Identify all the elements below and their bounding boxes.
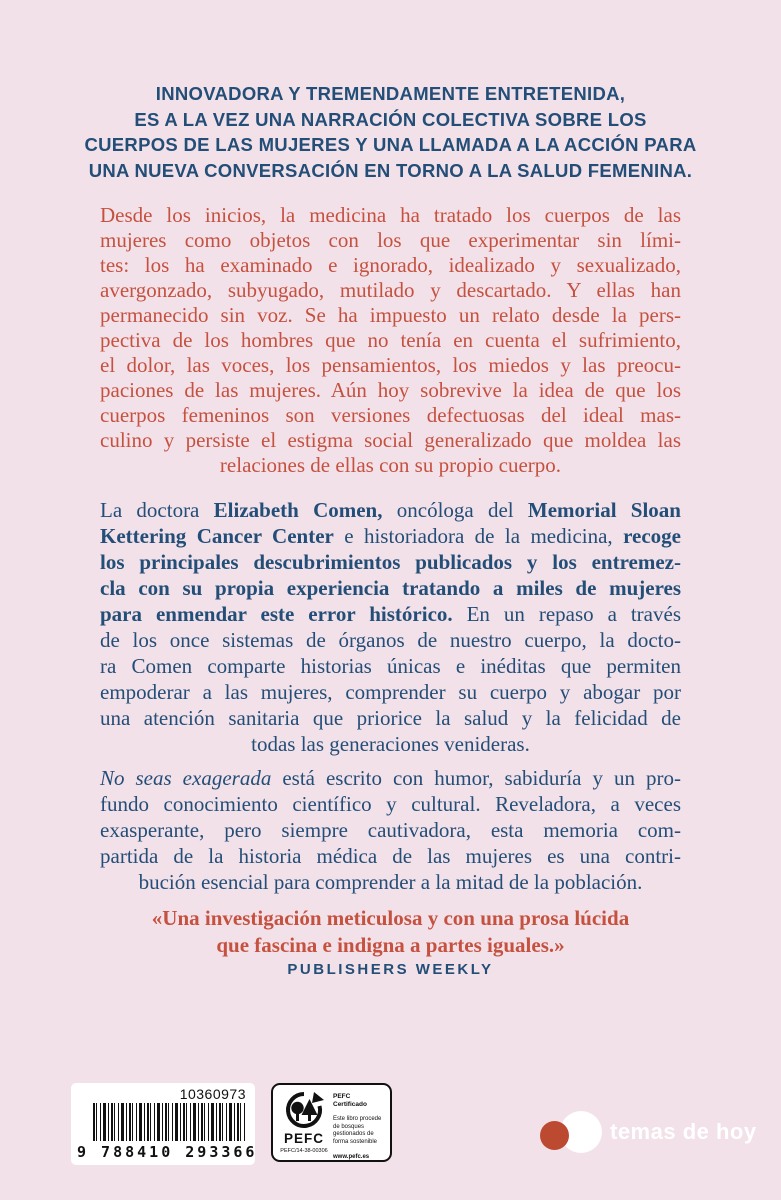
barcode-sticker — [71, 1083, 258, 1165]
paragraph-book-description: No seas exagerada está escrito con humor, sabiduría y un pro- fundo conocimiento científico y cultural. Reveladora, a veces exasperante, pero siempre cautivadora, esta memoria com- partida de la historia médica de las mujeres es una contri- bución esencial para comprender a la mitad de la población. — [100, 766, 681, 894]
press-quote-attribution: PUBLISHERS WEEKLY — [287, 961, 494, 978]
barcode-icon — [93, 1103, 245, 1141]
pefc-cert-code: PEFC/14-38-00306 — [280, 1148, 328, 1154]
logo-red-circle — [540, 1121, 569, 1150]
pefc-certification-label — [271, 1083, 392, 1162]
pefc-url: www.pefc.es — [333, 1154, 370, 1160]
publisher-logo — [540, 1108, 757, 1156]
pefc-label-left-column — [279, 1090, 329, 1156]
paragraph-medicine-history: Desde los inicios, la medicina ha tratado los cuerpos de las mujeres como objetos con los que experimentar sin lími- tes: los ha examinado e ignorado, idealizado y sexualizado, avergonzado, subyugado, mutilado y descartado. Y ellas han permanecido sin voz. Se ha impuesto un relato desde la pers- pectiva de los hombres que no tenía en cuenta el sufrimiento, el dolor, las voces, los pensamientos, los miedos y las preocu- paciones de las mujeres. Aún hoy sobrevive la idea de que los cuerpos femeninos son versiones defectuosas del ideal mas- culino y persiste el estigma social generalizado que moldea las relaciones de ellas con su propio cuerpo. — [100, 203, 681, 477]
press-quote: «Una investigación meticulosa y con una prosa lúcida que fascina e indigna a partes iguales.» — [151, 906, 630, 957]
publisher-name: temas de hoy — [610, 1119, 757, 1144]
two-circles-logo-icon — [540, 1108, 602, 1156]
barcode-top-number: 10360973 — [179, 1086, 246, 1102]
pefc-label-right-column — [333, 1090, 385, 1160]
pefc-title: PEFC Certificado — [333, 1093, 367, 1108]
pefc-brand-text: PEFC — [283, 1131, 324, 1146]
tagline: INNOVADORA Y TREMENDAMENTE ENTRETENIDA, ES A LA VEZ UNA NARRACIÓN COLECTIVA SOBRE LOS CUERPOS DE LAS MUJERES Y UNA LLAMADA A LA ACCIÓN PARA UNA NUEVA CONVERSACIÓN EN TORNO A LA SALUD FEMENINA. — [84, 83, 697, 181]
isbn-number: 9 788410 293366 — [77, 1143, 258, 1161]
pefc-trees-icon — [284, 1090, 324, 1130]
paragraph-author-bio: La doctora Elizabeth Comen, oncóloga del Memorial Sloan Kettering Cancer Center e historiadora de la medicina, recoge los principales descubrimientos publicados y los entremez- cla con su propia experiencia tratando a miles de mujeres para enmendar este error histórico. En un repaso a través de los once sistemas de órganos de nuestro cuerpo, la docto- ra Comen comparte historias únicas e inéditas que permiten empoderar a las mujeres, comprender su cuerpo y abogar por una atención sanitaria que priorice la salud y la felicidad de todas las generaciones venideras. — [100, 498, 681, 756]
pefc-description: Este libro procede de bosques gestionados de forma sostenible — [333, 1116, 382, 1145]
